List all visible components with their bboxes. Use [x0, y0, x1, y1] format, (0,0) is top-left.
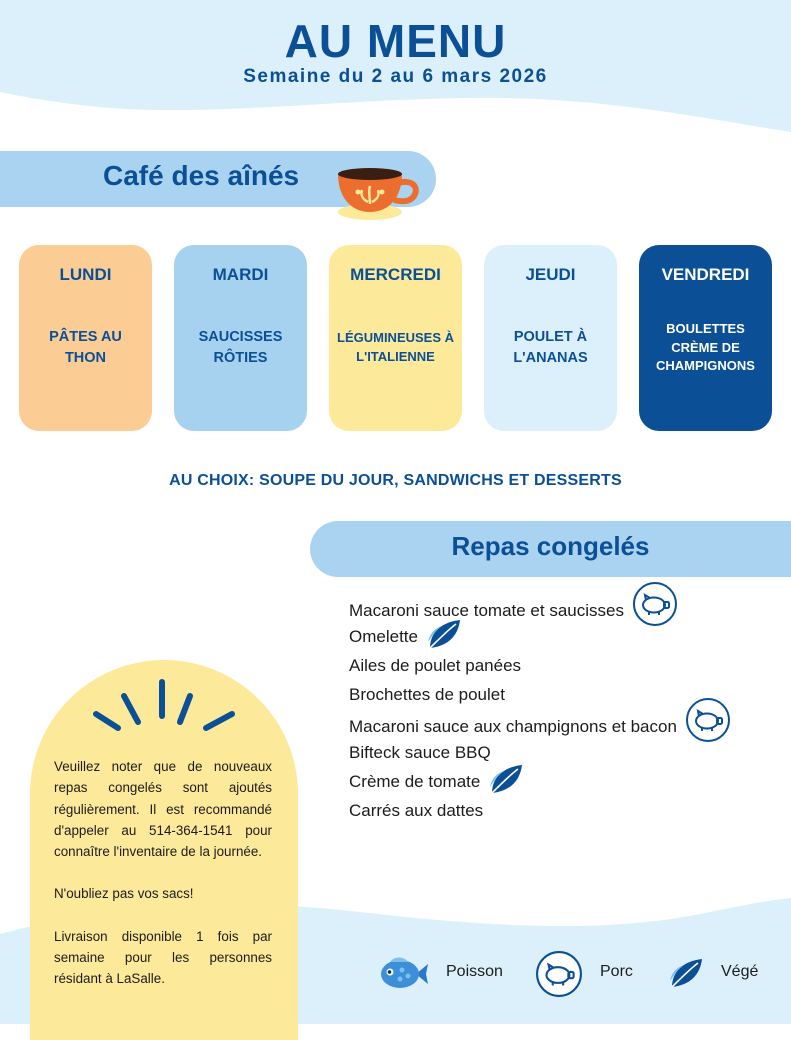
- leaf-icon: [668, 956, 704, 990]
- list-item: [349, 796, 731, 825]
- frozen-title: Repas congelés: [451, 531, 650, 561]
- meal-name: Carrés aux dattes: [349, 801, 484, 820]
- day-dish: PÂTES AU THON: [49, 328, 122, 366]
- day-card-thursday: [484, 245, 617, 431]
- note-text: [54, 756, 272, 1011]
- meal-name: Brochettes de poulet: [349, 685, 505, 704]
- pork-icon: [535, 950, 583, 998]
- legend-pork-label: Porc: [600, 963, 633, 980]
- meal-name: Omelette: [349, 627, 418, 646]
- day-card-wednesday: [329, 245, 462, 431]
- list-item: [349, 593, 731, 622]
- pork-icon: [632, 581, 678, 627]
- fish-icon: [376, 954, 428, 994]
- note-paragraph: Veuillez noter que de nouveaux repas congelés sont ajoutés régulièrement. Il est recommandé d'appeler au 514-364-1541 pour connaître l'inventaire de la journée.: [54, 759, 272, 860]
- day-card-monday: [19, 245, 152, 431]
- day-card-tuesday: [174, 245, 307, 431]
- legend-veg-label: Végé: [721, 963, 759, 980]
- day-dish: POULET À L'ANANAS: [513, 328, 588, 366]
- meal-name: Crème de tomate: [349, 772, 481, 791]
- cafe-title: Café des aînés: [103, 160, 300, 191]
- note-paragraph: Livraison disponible 1 fois par semaine pour les personnes résidant à LaSalle.: [54, 928, 272, 987]
- leaf-icon: [426, 618, 462, 650]
- day-card-friday: [639, 245, 772, 431]
- page-title: AU MENU: [284, 15, 507, 67]
- pork-icon: [685, 697, 731, 743]
- leaf-icon: [488, 763, 524, 795]
- list-item: [349, 767, 731, 796]
- list-item: [349, 622, 731, 651]
- sunburst-icon: [88, 676, 238, 746]
- day-name: LUNDI: [59, 265, 112, 284]
- list-item: [349, 651, 731, 680]
- day-name: VENDREDI: [661, 265, 750, 284]
- meal-name: Macaroni sauce tomate et saucisses: [349, 600, 624, 620]
- list-item: [349, 680, 731, 709]
- day-dish: BOULETTES CRÈME DE CHAMPIGNONS: [656, 320, 755, 374]
- meal-name: Macaroni sauce aux champignons et bacon: [349, 716, 677, 736]
- list-item: [349, 738, 731, 767]
- day-name: JEUDI: [525, 265, 576, 284]
- day-name: MERCREDI: [350, 265, 441, 284]
- day-dish: SAUCISSES RÔTIES: [198, 328, 283, 366]
- meal-name: Bifteck sauce BBQ: [349, 743, 491, 762]
- meal-name: Ailes de poulet panées: [349, 656, 522, 675]
- week-subtitle: Semaine du 2 au 6 mars 2026: [243, 66, 548, 87]
- note-paragraph: N'oubliez pas vos sacs!: [54, 886, 194, 902]
- legend-fish-label: Poisson: [446, 963, 503, 980]
- choice-line: AU CHOIX: SOUPE DU JOUR, SANDWICHS ET DESSERTS: [169, 472, 622, 489]
- day-dish: LÉGUMINEUSES À L'ITALIENNE: [337, 330, 455, 364]
- frozen-meal-list: [349, 593, 731, 825]
- coffee-cup-icon: [332, 160, 422, 222]
- list-item: [349, 709, 731, 738]
- day-name: MARDI: [212, 265, 269, 284]
